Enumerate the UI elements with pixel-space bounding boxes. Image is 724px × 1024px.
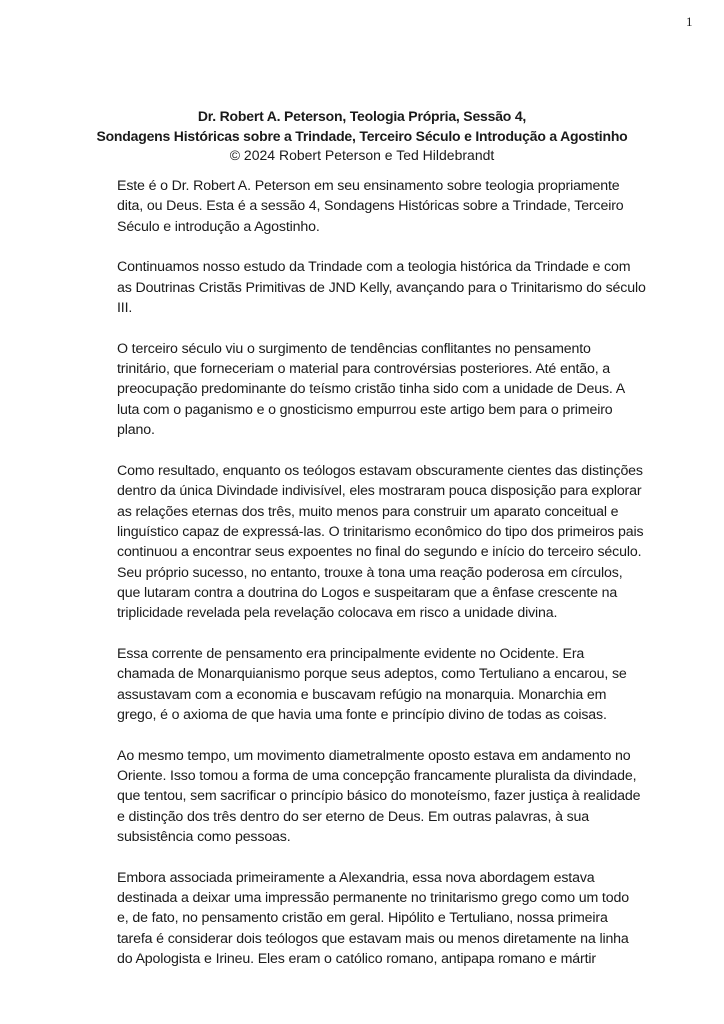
text-line: assustavam com a economia e buscavam refúgio na monarquia. Monarchia em [117,686,607,703]
text-line: triplicidade revelada pela revelação colocava em risco a unidade divina. [117,605,558,622]
text-line: continuou a encontrar seus expoentes no final do segundo e início do terceiro século. [117,544,642,561]
text-line: dita, ou Deus. Esta é a sessão 4, Sondagens Históricas sobre a Trindade, Terceiro [117,198,624,215]
paragraph [117,461,677,624]
paragraph [117,257,677,318]
text-line: chamada de Monarquianismo porque seus adeptos, como Tertuliano a encarou, se [117,666,627,683]
text-line: dentro da única Divindade indivisível, eles mostraram pouca disposição para explorar [117,483,642,500]
text-line: Essa corrente de pensamento era principalmente evidente no Ocidente. Era [117,645,585,662]
text-line: tarefa é considerar dois teólogos que estavam mais ou menos diretamente na linha [117,930,629,947]
text-line: Seu próprio sucesso, no entanto, trouxe à tona uma reação poderosa em círculos, [117,564,623,581]
title-line-2: Sondagens Históricas sobre a Trindade, Terceiro Século e Introdução a Agostinho [96,127,628,144]
text-line: Continuamos nosso estudo da Trindade com a teologia histórica da Trindade e com [117,259,631,276]
copyright-line: © 2024 Robert Peterson e Ted Hildebrandt [229,147,495,163]
text-line: Como resultado, enquanto os teólogos estavam obscuramente cientes das distinções [117,462,643,479]
text-line: que tentou, sem sacrificar o princípio básico do monoteísmo, fazer justiça à realidade [117,788,641,805]
text-line: que lutaram contra a doutrina do Logos e suspeitaram que a ênfase crescente na [117,584,618,601]
text-line: Oriente. Isso tomou a forma de uma concepção francamente pluralista da divindade, [117,767,637,784]
text-line: linguístico capaz de expressá-las. O trinitarismo econômico do tipo dos primeiros pais [117,523,644,540]
document-title [0,107,724,166]
text-line: Este é o Dr. Robert A. Peterson em seu ensinamento sobre teologia propriamente [117,178,620,194]
paragraph [117,339,677,441]
paragraph [117,644,677,725]
page-number: 1 [686,14,693,29]
text-line: preocupação predominante do teísmo cristão tinha sido com a unidade de Deus. A [117,381,626,398]
text-line: e, de fato, no pensamento cristão em geral. Hipólito e Tertuliano, nossa primeira [117,910,608,927]
text-line: plano. [117,422,155,439]
text-line: trinitário, que forneceriam o material para controvérsias posteriores. Até então, a [117,361,611,378]
text-line: O terceiro século viu o surgimento de tendências conflitantes no pensamento [117,340,591,357]
text-line: as Doutrinas Cristãs Primitivas de JND Kelly, avançando para o Trinitarismo do século [117,279,646,296]
text-line: as relações eternas dos três, muito menos para construir um aparato conceitual e [117,503,619,520]
text-line: destinada a deixar uma impressão permanente no trinitarismo grego como um todo [117,890,629,907]
paragraph [117,868,677,970]
text-line: Embora associada primeiramente a Alexandria, essa nova abordagem estava [117,869,595,886]
text-line: Ao mesmo tempo, um movimento diametralmente oposto estava em andamento no [117,747,631,764]
text-line: grego, é o axioma de que havia uma fonte e princípio divino de todas as coisas. [117,706,607,723]
paragraph [117,176,677,237]
text-line: do Apologista e Irineu. Eles eram o católico romano, antipapa romano e mártir [117,951,596,968]
text-line: III. [117,300,133,317]
document-body [117,176,677,990]
text-line: subsistência como pessoas. [117,829,291,845]
title-line-1: Dr. Robert A. Peterson, Teologia Própria, Sessão 4, [197,108,527,124]
paragraph [117,746,677,848]
text-line: luta com o paganismo e o gnosticismo empurrou este artigo bem para o primeiro [117,401,613,418]
text-line: Século e introdução a Agostinho. [117,218,320,235]
text-line: e distinção dos três dentro do ser eterno de Deus. Em outras palavras, à sua [117,808,590,825]
